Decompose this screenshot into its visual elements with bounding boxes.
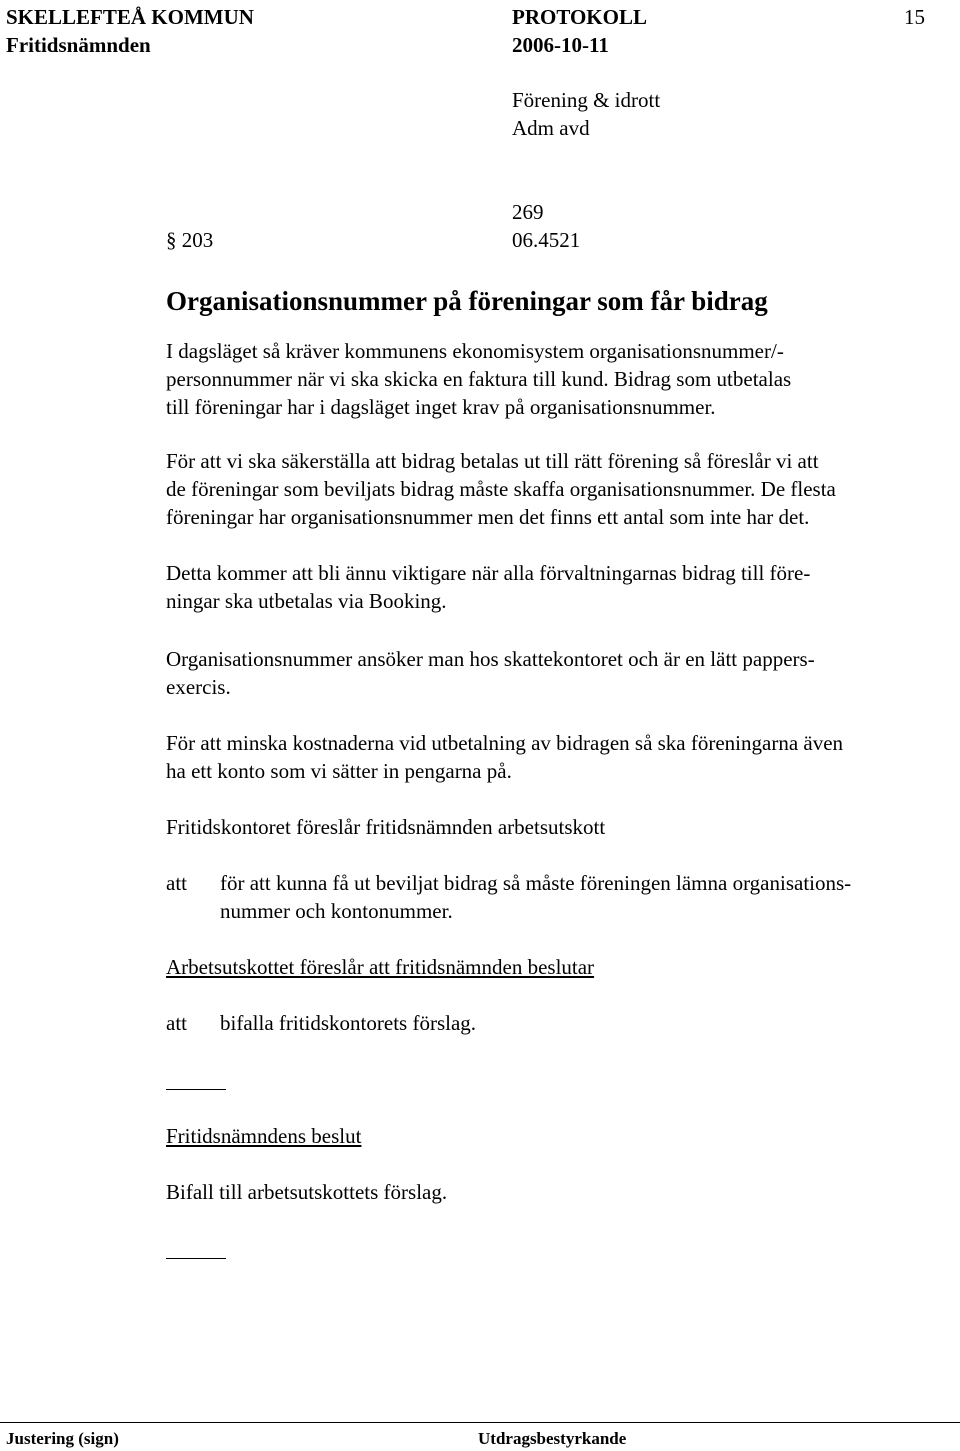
separator-line xyxy=(166,1258,226,1259)
separator-line xyxy=(166,1089,226,1090)
decision-heading: Fritidsnämndens beslut xyxy=(166,1124,362,1148)
recipient-line-2: Adm avd xyxy=(512,116,590,140)
paragraph-line: ningar ska utbetalas via Booking. xyxy=(166,589,447,613)
meeting-date: 2006-10-11 xyxy=(512,33,609,57)
document-type: PROTOKOLL xyxy=(512,5,647,29)
paragraph-1 xyxy=(166,337,956,421)
footer-signature-label: Justering (sign) xyxy=(6,1429,119,1448)
proposal-line: för att kunna få ut beviljat bidrag så måste föreningen lämna organisations- xyxy=(220,871,852,895)
committee-proposal-text: bifalla fritidskontorets förslag. xyxy=(220,1011,477,1035)
footer-certification-label: Utdragsbestyrkande xyxy=(478,1429,627,1448)
page-number: 15 xyxy=(904,5,925,29)
paragraph-3 xyxy=(166,559,956,615)
decision-text: Bifall till arbetsutskottets förslag. xyxy=(166,1180,448,1204)
att-label: att xyxy=(166,871,187,895)
office-proposal-heading: Fritidskontoret föreslår fritidsnämnden arbetsutskott xyxy=(166,815,606,839)
paragraph-line: I dagsläget så kräver kommunens ekonomisystem organisationsnummer/- xyxy=(166,339,784,363)
committee-proposal-heading: Arbetsutskottet föreslår att fritidsnämnden beslutar xyxy=(166,955,595,979)
diary-number: 06.4521 xyxy=(512,228,581,252)
paragraph-line: personnummer när vi ska skicka en faktura till kund. Bidrag som utbetalas xyxy=(166,367,792,391)
paragraph-line: Organisationsnummer ansöker man hos skattekontoret och är en lätt pappers- xyxy=(166,647,815,671)
paragraph-line: ha ett konto som vi sätter in pengarna på. xyxy=(166,759,512,783)
paragraph-line: föreningar har organisationsnummer men det finns ett antal som inte har det. xyxy=(166,505,810,529)
reference-number: 269 xyxy=(512,200,544,224)
att-label: att xyxy=(166,1011,187,1035)
municipality-name: SKELLEFTEÅ KOMMUN xyxy=(6,5,254,29)
proposal-line: nummer och kontonummer. xyxy=(220,899,453,923)
paragraph-2 xyxy=(166,447,956,531)
paragraph-4 xyxy=(166,645,956,701)
committee-name: Fritidsnämnden xyxy=(6,33,151,57)
page-title: Organisationsnummer på föreningar som får bidrag xyxy=(166,286,768,316)
paragraph-line: de föreningar som beviljats bidrag måste skaffa organisationsnummer. De flesta xyxy=(166,477,836,501)
paragraph-number: § 203 xyxy=(166,228,214,252)
recipient-line-1: Förening & idrott xyxy=(512,88,661,112)
paragraph-line: För att minska kostnaderna vid utbetalning av bidragen så ska föreningarna även xyxy=(166,731,844,755)
paragraph-line: Detta kommer att bli ännu viktigare när alla förvaltningarnas bidrag till före- xyxy=(166,561,811,585)
paragraph-line: exercis. xyxy=(166,675,231,699)
footer-rule xyxy=(0,1422,960,1423)
paragraph-5 xyxy=(166,729,956,785)
paragraph-line: till föreningar har i dagsläget inget krav på organisationsnummer. xyxy=(166,395,716,419)
paragraph-line: För att vi ska säkerställa att bidrag betalas ut till rätt förening så föreslår vi att xyxy=(166,449,819,473)
office-proposal-text xyxy=(220,869,956,925)
